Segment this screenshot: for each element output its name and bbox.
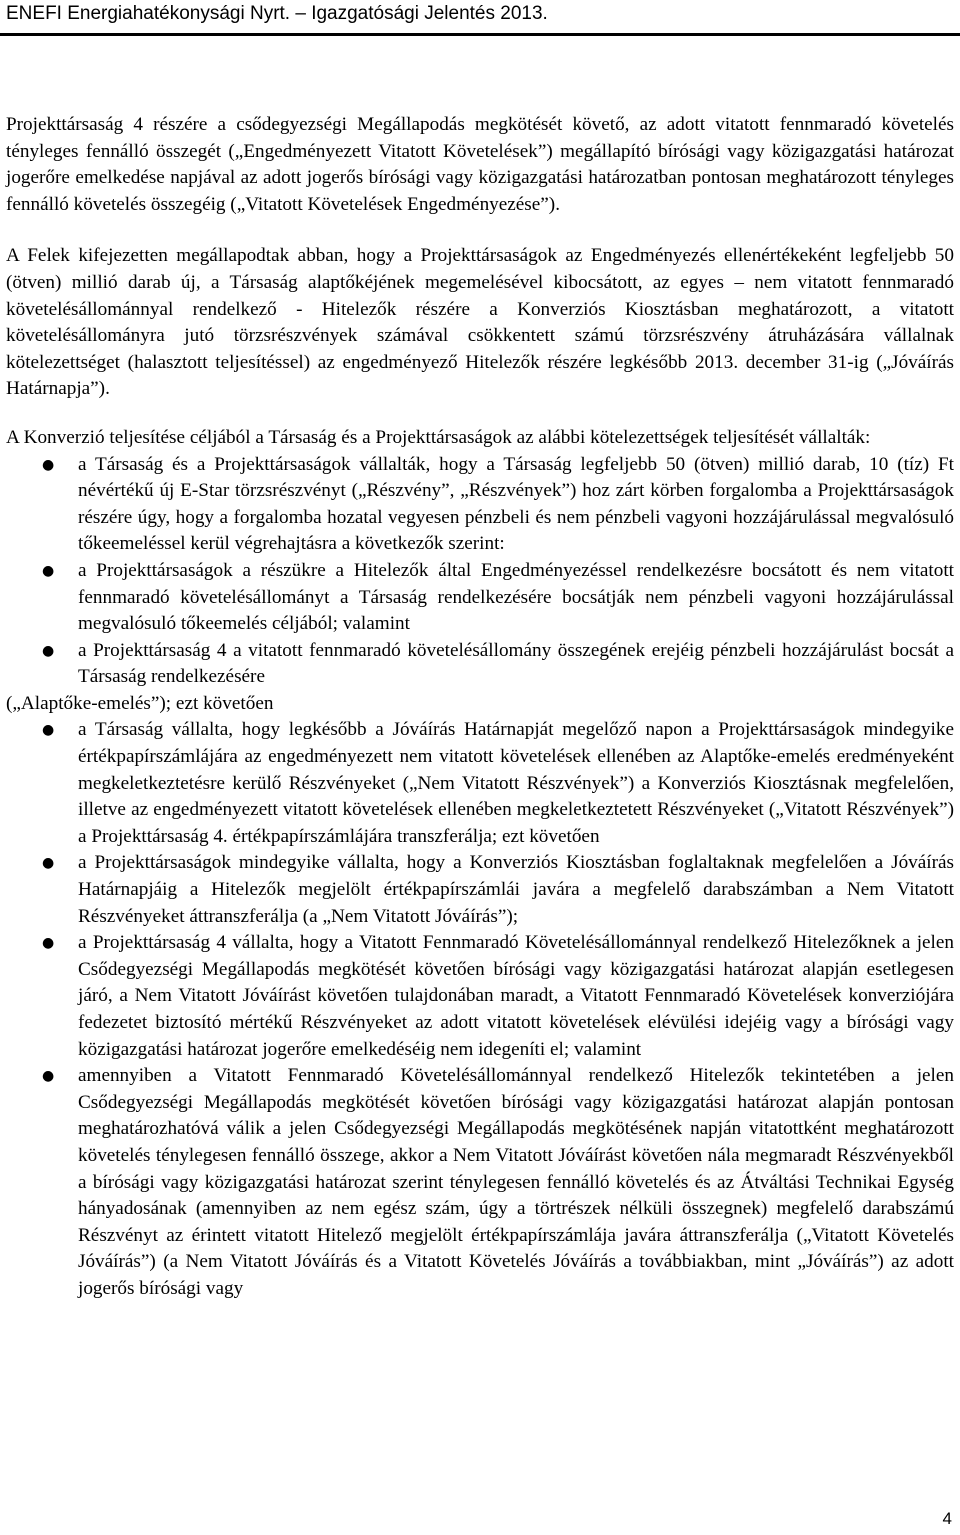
bullet-icon: ● (42, 456, 55, 473)
bullet-icon: ● (42, 935, 55, 952)
page-header (0, 0, 960, 30)
paragraph-alaptoke-emeles: („Alaptőke-emelés”); ezt követően (6, 692, 274, 714)
header-rule (0, 33, 960, 36)
bullet-icon: ● (42, 562, 55, 579)
list-item (6, 930, 954, 1063)
bullet-icon: ● (42, 722, 55, 739)
list-item (6, 638, 954, 691)
paragraph-konverzio-teljesitese: A Konverzió teljesítése céljából a Társaság és a Projekttársaságok az alábbi kötelezettségek teljesítését vállalták: (6, 426, 871, 448)
list-item (6, 452, 954, 558)
bullet-list-b (6, 717, 954, 1302)
list-item (6, 1063, 954, 1302)
bullet-icon: ● (42, 855, 55, 872)
page-number: 4 (942, 1509, 952, 1528)
list-item-text: a Társaság és a Projekttársaságok vállalták, hogy a Társaság legfeljebb 50 (ötven) millió darab, 10 (tíz) Ft névértékű új E-Star törzsrészvényt („Részvény”, „Részvények”) hoz zárt körben forgalomba a Projekttársaságok részére úgy, hogy a forgalomba hozatal vegyesen pénzbeli és nem pénzbeli vagyoni hozzájárulással megvalósuló tőkeemeléssel kerül végrehajtásra a következők szerint: (78, 453, 954, 555)
list-item (6, 717, 954, 850)
list-item-text: a Társaság vállalta, hogy legkésőbb a Jóváírás Határnapját megelőző napon a Projekttársaságok mindegyike értékpapírszámlájára az engedményezett nem vitatott követelések ellenében az Alaptőke-emelés eredményeként megkeletkeztetésre kerülő Részvényeket („Nem Vitatott Részvények”) a Konverziós Kiosztásnak megfelelően, illetve az engedményezett vitatott követelések ellenében megkeletkeztetett Részvényeket („Vitatott Részvények”) a Projekttársaság 4. értékpapírszámlájára transzferálja; ezt követően (78, 719, 954, 847)
bullet-icon: ● (42, 642, 55, 659)
paragraph-projekttarsasag-4: Projekttársaság 4 részére a csődegyezségi Megállapodás megkötését követő, az adott vitatott fennmaradó követelés tényleges fennálló összegét („Engedményezett Vitatott Követelések”) megállapító bírósági vagy közigazgatási határozat jogerőre emelkedése napjával az adott jogerős bírósági vagy közigazgatási határozatban pontosan meghatározott tényleges fennálló követelés összegéig („Vitatott Követelések Engedményezése”). (6, 114, 954, 215)
list-item (6, 850, 954, 930)
bullet-list-a (6, 452, 954, 691)
document-body (6, 112, 954, 1303)
bullet-icon: ● (42, 1068, 55, 1085)
list-item-text: a Projekttársaságok mindegyike vállalta, hogy a Konverziós Kiosztásban foglaltaknak megfelelően a Jóváírás Határnapjáig a Hitelezők megjelölt értékpapírszámlái javára a megfelelő darabszámban a Nem Vitatott Részvényeket áttranszferálja (a „Nem Vitatott Jóváírás”); (78, 852, 954, 927)
list-item-text: amennyiben a Vitatott Fennmaradó Követelésállománnyal rendelkező Hitelezők tekintetében a jelen Csődegyezségi Megállapodás megkötését követően bírósági vagy közigazgatási határozat alapján pontosan meghatározhatóvá válik a jelen Csődegyezségi Megállapodás megkötésének napján vitatottként meghatározott követelés ténylegesen fennálló összege, akkor a Nem Vitatott Jóváírást követően nála megmaradt Részvényekből a bírósági vagy közigazgatási határozat szerint ténylegesen fennálló követelés és az Átváltási Technikai Egység hányadosának (amennyiben az nem egész szám, úgy a törtrészek nélküli összegnek) megfelelő darabszámú Részvényt az érintett vitatott Hitelező megjelölt értékpapírszámlája javára áttranszferálja („Vitatott Követelés Jóváírás”) (a Nem Vitatott Jóváírás és a Vitatott Követelés Jóváírás a továbbiakban, mint „Jóváírás”) az adott jogerős bírósági vagy (78, 1065, 954, 1299)
list-item-text: a Projekttársaság 4 vállalta, hogy a Vitatott Fennmaradó Követelésállománnyal rendelkező Hitelezőknek a jelen Csődegyezségi Megállapodás megkötését követően bírósági vagy közigazgatási határozat alapján esetlegesen járó, a Nem Vitatott Jóváírást követően tulajdonában maradt, a Vitatott Fennmaradó Követelések konverziójára fedezetet biztosító mértékű Részvényeket az adott vitatott követelések elévülési idejéig vagy a bírósági vagy közigazgatási határozat jogerőre emelkedéséig nem idegeníti el; valamint (78, 932, 954, 1060)
list-item-text: a Projekttársaságok a részükre a Hitelezők által Engedményezéssel rendelkezésre bocsátott és nem vitatott fennmaradó követelésállományt a Társaság rendelkezésére bocsátják nem pénzbeli vagyoni hozzájárulással megvalósuló tőkeemelés céljából; valamint (78, 559, 954, 635)
paragraph-felek-megallapodtak: A Felek kifejezetten megállapodtak abban, hogy a Projekttársaságok az Engedményezés ellenértékeként legfeljebb 50 (ötven) millió darab új, a Társaság alaptőkéjének megemelésével kibocsátott, az egyes – nem vitatott fennmaradó követelésállománnyal rendelkező - Hitelezők részére a Konverziós Kiosztásban meghatározott, a vitatott követelésállományra jutó törzsrészvények számával csökkentett számú törzsrészvény átruházására vállalnak kötelezettséget (halasztott teljesítéssel) az engedményező Hitelezők részére legkésőbb 2013. december 31-ig („Jóváírás Határnapja”). (6, 245, 954, 400)
list-item-text: a Projekttársaság 4 a vitatott fennmaradó követelésállomány összegének erejéig pénzbeli hozzájárulást bocsát a Társaság rendelkezésére (78, 639, 954, 688)
list-item (6, 558, 954, 638)
header-title: ENEFI Energiahatékonysági Nyrt. – Igazgatósági Jelentés 2013. (6, 3, 548, 24)
